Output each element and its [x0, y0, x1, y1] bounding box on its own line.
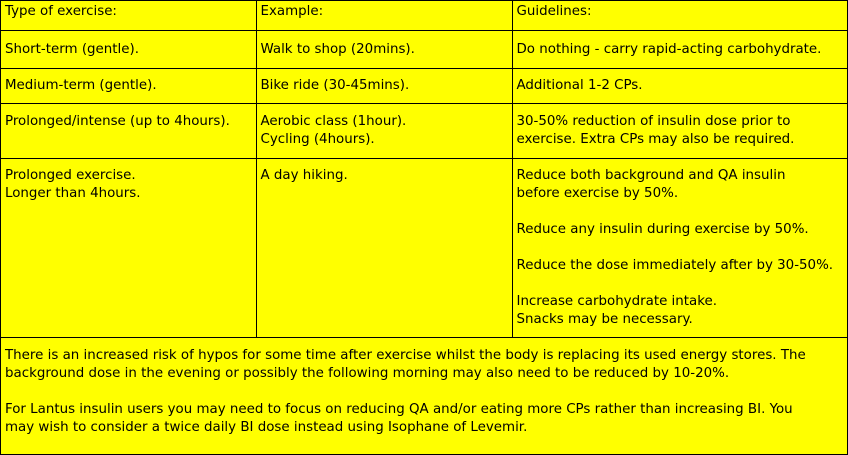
header-guidelines: Guidelines: [512, 1, 847, 30]
note-paragraph: There is an increased risk of hypos for some time after exercise whilst the body is replacing its used energy stores. The background dose in the evening or possibly the following morning may also need to be reduced by 10-20%. [5, 348, 806, 381]
example-cell: Walk to shop (20mins). [256, 30, 512, 68]
type-cell: Prolonged/intense (up to 4hours). [1, 103, 256, 158]
guidelines-cell: Additional 1-2 CPs. [512, 68, 847, 103]
header-example: Example: [256, 1, 512, 30]
guidelines-cell: Do nothing - carry rapid-acting carbohydrate. [512, 30, 847, 68]
table-row [1, 103, 847, 158]
header-type: Type of exercise: [1, 1, 256, 30]
exercise-guidelines-table [1, 1, 847, 338]
exercise-note [1, 337, 847, 454]
example-cell: Bike ride (30-45mins). [256, 68, 512, 103]
guidelines-cell: 30-50% reduction of insulin dose prior to exercise. Extra CPs may also be required. [512, 103, 847, 158]
table-row [1, 30, 847, 68]
header-row [1, 1, 847, 30]
type-cell: Prolonged exercise. Longer than 4hours. [1, 158, 256, 337]
type-cell: Short-term (gentle). [1, 30, 256, 68]
note-paragraph: For Lantus insulin users you may need to focus on reducing QA and/or eating more CPs rather than increasing BI. You may wish to consider a twice daily BI dose instead using Isophane of Levemir. [5, 402, 793, 435]
table-row [1, 158, 847, 337]
table-row [1, 68, 847, 103]
guidelines-cell: Reduce both background and QA insulin before exercise by 50%. Reduce any insulin during exercise by 50%. Reduce the dose immediately after by 30-50%. Increase carbohydrate intake. Snacks may be necessary. [512, 158, 847, 337]
example-cell: A day hiking. [256, 158, 512, 337]
example-cell: Aerobic class (1hour). Cycling (4hours). [256, 103, 512, 158]
type-cell: Medium-term (gentle). [1, 68, 256, 103]
